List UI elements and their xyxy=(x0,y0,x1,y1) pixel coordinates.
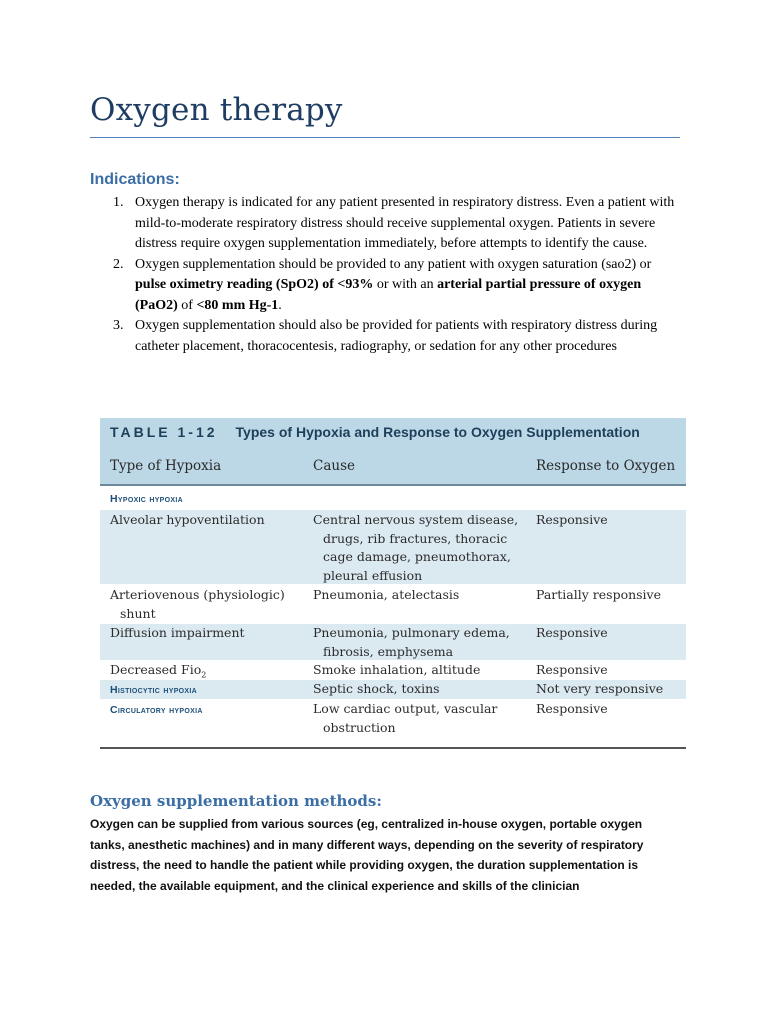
table-cell-response: Responsive xyxy=(536,512,608,527)
table-number: TABLE 1-12 xyxy=(110,424,218,440)
column-header-response: Response to Oxygen xyxy=(536,458,676,474)
list-item xyxy=(108,255,683,317)
page-title: Oxygen therapy xyxy=(90,92,343,128)
column-header-type: Type of Hypoxia xyxy=(110,458,222,474)
table-cell-response: Responsive xyxy=(536,701,608,716)
table-cell-cause: Pneumonia, atelectasis xyxy=(313,587,460,602)
spo2-criterion: pulse oximetry reading (SpO2) of <93% xyxy=(135,277,374,292)
table-cell-cause: Smoke inhalation, altitude xyxy=(313,662,481,677)
table-cell-cause: Septic shock, toxins xyxy=(313,681,440,696)
column-header-cause: Cause xyxy=(313,458,355,474)
table-cell-response: Responsive xyxy=(536,625,608,640)
table-cell-type: Alveolar hypoventilation xyxy=(110,512,265,527)
table-cell-type: Diffusion impairment xyxy=(110,625,245,640)
list-item xyxy=(108,193,683,255)
list-item-number: 1. xyxy=(113,195,124,210)
methods-paragraph: Oxygen can be supplied from various sources (eg, centralized in-house oxygen, portable oxygen tanks, anesthetic machines) and in many different ways, depending on the severity of respiratory distress, the need to handle the patient while providing oxygen, the duration supplementation is needed, the available equipment, and the clinical experience and skills of the clinician xyxy=(90,817,644,893)
section-label-histiocytic: Histiocytic hypoxia xyxy=(110,684,197,696)
table-cell-response: Partially responsive xyxy=(536,587,662,602)
table-cell-response: Responsive xyxy=(536,662,608,677)
table-cell-cause: Low cardiac output, vascular obstruction xyxy=(313,701,498,735)
table-cell-response: Not very responsive xyxy=(536,681,664,696)
table-bottom-rule xyxy=(100,747,686,749)
table-title-text: Types of Hypoxia and Response to Oxygen Supplementation xyxy=(235,424,640,440)
list-item xyxy=(108,316,683,357)
hypoxia-table xyxy=(100,418,686,749)
section-label-hypoxic: Hypoxic hypoxia xyxy=(110,493,183,505)
list-item-number: 3. xyxy=(113,318,124,333)
table-cell-cause: Central nervous system disease, drugs, rib fractures, thoracic cage damage, pneumothorax, pleural effusion xyxy=(313,512,519,583)
table-cell-type: Arteriovenous (physiologic) shunt xyxy=(110,587,285,621)
pao2-criterion: arterial partial pressure of oxygen (PaO2) xyxy=(135,277,642,313)
title-underline xyxy=(90,137,680,138)
list-item-text: Oxygen supplementation should also be provided for patients with respiratory distress during catheter placement, thoracocentesis, radiography, or sedation for any other procedures xyxy=(135,318,658,354)
indications-list xyxy=(108,193,683,357)
methods-heading: Oxygen supplementation methods: xyxy=(90,792,382,810)
list-item-text: Oxygen supplementation should be provided to any patient with oxygen saturation (sao2) or pulse oximetry reading (SpO2) of <93% or with an arterial partial pressure of oxygen (PaO2) of <80 mm Hg-1. xyxy=(135,256,652,313)
table-header-rule xyxy=(100,484,686,486)
indications-heading: Indications: xyxy=(90,171,180,188)
table-cell-type: Decreased Fio$_2$ xyxy=(110,662,207,680)
list-item-number: 2. xyxy=(113,256,124,272)
table-title xyxy=(110,424,640,440)
table-cell-cause: Pneumonia, pulmonary edema, fibrosis, emphysema xyxy=(313,625,510,659)
list-item-text: Oxygen therapy is indicated for any patient presented in respiratory distress. Even a patient with mild-to-moderate respiratory distress should receive supplemental oxygen. Patients in severe distress require oxygen supplementation immediately, before attempts to identify the cause. xyxy=(135,195,675,251)
pao2-threshold: <80 mm Hg-1 xyxy=(196,297,279,313)
section-label-circulatory: Circulatory hypoxia xyxy=(110,704,203,716)
